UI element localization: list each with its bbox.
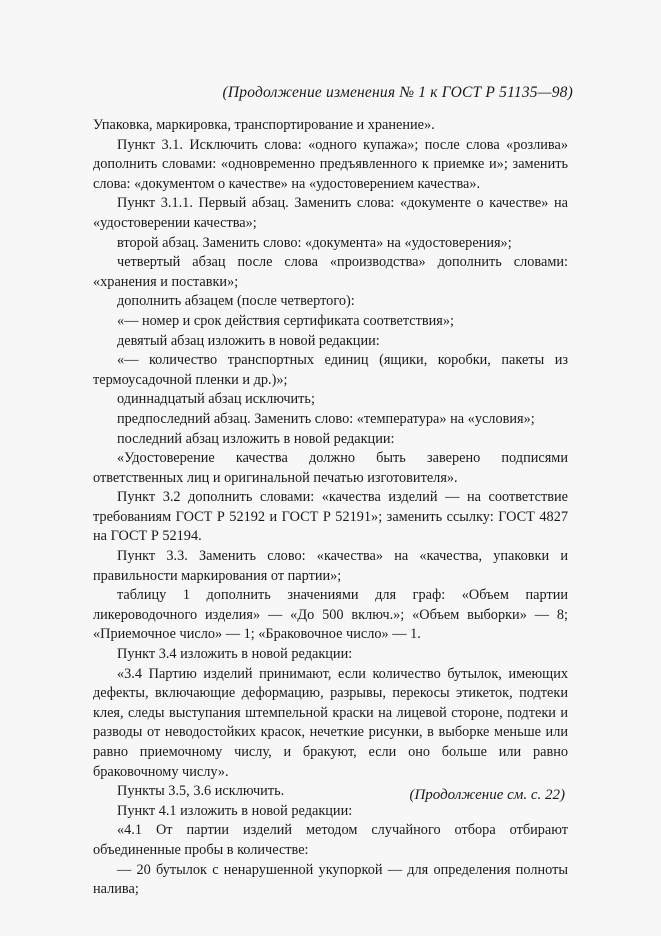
paragraph: «— номер и срок действия сертификата соответствия»; bbox=[117, 312, 454, 329]
paragraph: Пункт 3.4 изложить в новой редакции: bbox=[117, 646, 353, 663]
paragraph: Пункт 3.1.1. Первый абзац. Заменить слова: «документе о качестве» на «удостоверении качества»; bbox=[93, 195, 568, 231]
paragraph: девятый абзац изложить в новой редакции: bbox=[117, 332, 380, 349]
paragraph: Упаковка, маркировка, транспортирование и хранение». bbox=[93, 117, 435, 133]
paragraph: последний абзац изложить в новой редакции: bbox=[117, 430, 395, 447]
paragraph: Пункт 3.3. Заменить слово: «качества» на «качества, упаковки и правильности маркирования от партии»; bbox=[93, 548, 568, 584]
paragraph: «3.4 Партию изделий принимают, если количество бутылок, имеющих дефекты, включающие деформацию, разрывы, перекосы этикеток, подтеки клея, следы выступания штемпельной краски на лицевой стороне, подтеки и разводы от неводостойких красок, нечеткие рисунки, в выборке меньше или равно приемочному числу, и бракуют, если оно больше или равно браковочному числу». bbox=[93, 665, 568, 780]
paragraph: второй абзац. Заменить слово: «документа» на «удостоверения»; bbox=[117, 234, 512, 251]
page-footer: (Продолжение см. с. 22) bbox=[409, 787, 565, 803]
paragraph: четвертый абзац после слова «производства» дополнить словами: «хранения и поставки»; bbox=[93, 254, 568, 290]
body-text bbox=[93, 116, 568, 900]
paragraph: одиннадцатый абзац исключить; bbox=[117, 391, 315, 408]
paragraph: Пункт 4.1 изложить в новой редакции: bbox=[117, 802, 353, 819]
paragraph: предпоследний абзац. Заменить слово: «температура» на «условия»; bbox=[117, 410, 535, 427]
paragraph: Пункт 3.2 дополнить словами: «качества изделий — на соответствие требованиям ГОСТ Р 52192 и ГОСТ Р 52191»; заменить ссылку: ГОСТ 4827 на ГОСТ Р 52194. bbox=[93, 489, 568, 545]
paragraph: «Удостоверение качества должно быть заверено подписями ответственных лиц и оригинальной печатью изготовителя». bbox=[93, 450, 568, 486]
paragraph: таблицу 1 дополнить значениями для граф: «Объем партии ликероводочного изделия» — «До 500 включ.»; «Объем выборки» — 8; «Приемочное число» — 1; «Браковочное число» — 1. bbox=[93, 587, 568, 643]
paragraph: Пункт 3.1. Исключить слова: «одного купажа»; после слова «розлива» дополнить словами: «одновременно предъявленного к приемке и»; заменить слова: «документом о качестве» на «удостоверением качества». bbox=[93, 136, 568, 192]
paragraph: «4.1 От партии изделий методом случайного отбора отбирают объединенные пробы в количестве: bbox=[93, 822, 568, 858]
paragraph: «— количество транспортных единиц (ящики, коробки, пакеты из термоусадочной пленки и др.)»; bbox=[93, 352, 568, 388]
paragraph: Пункты 3.5, 3.6 исключить. bbox=[117, 783, 285, 800]
paragraph: — 20 бутылок с ненарушенной укупоркой — для определения полноты налива; bbox=[93, 861, 568, 898]
page-header: (Продолжение изменения № 1 к ГОСТ Р 51135—98) bbox=[222, 84, 573, 101]
paragraph: дополнить абзацем (после четвертого): bbox=[117, 293, 355, 310]
